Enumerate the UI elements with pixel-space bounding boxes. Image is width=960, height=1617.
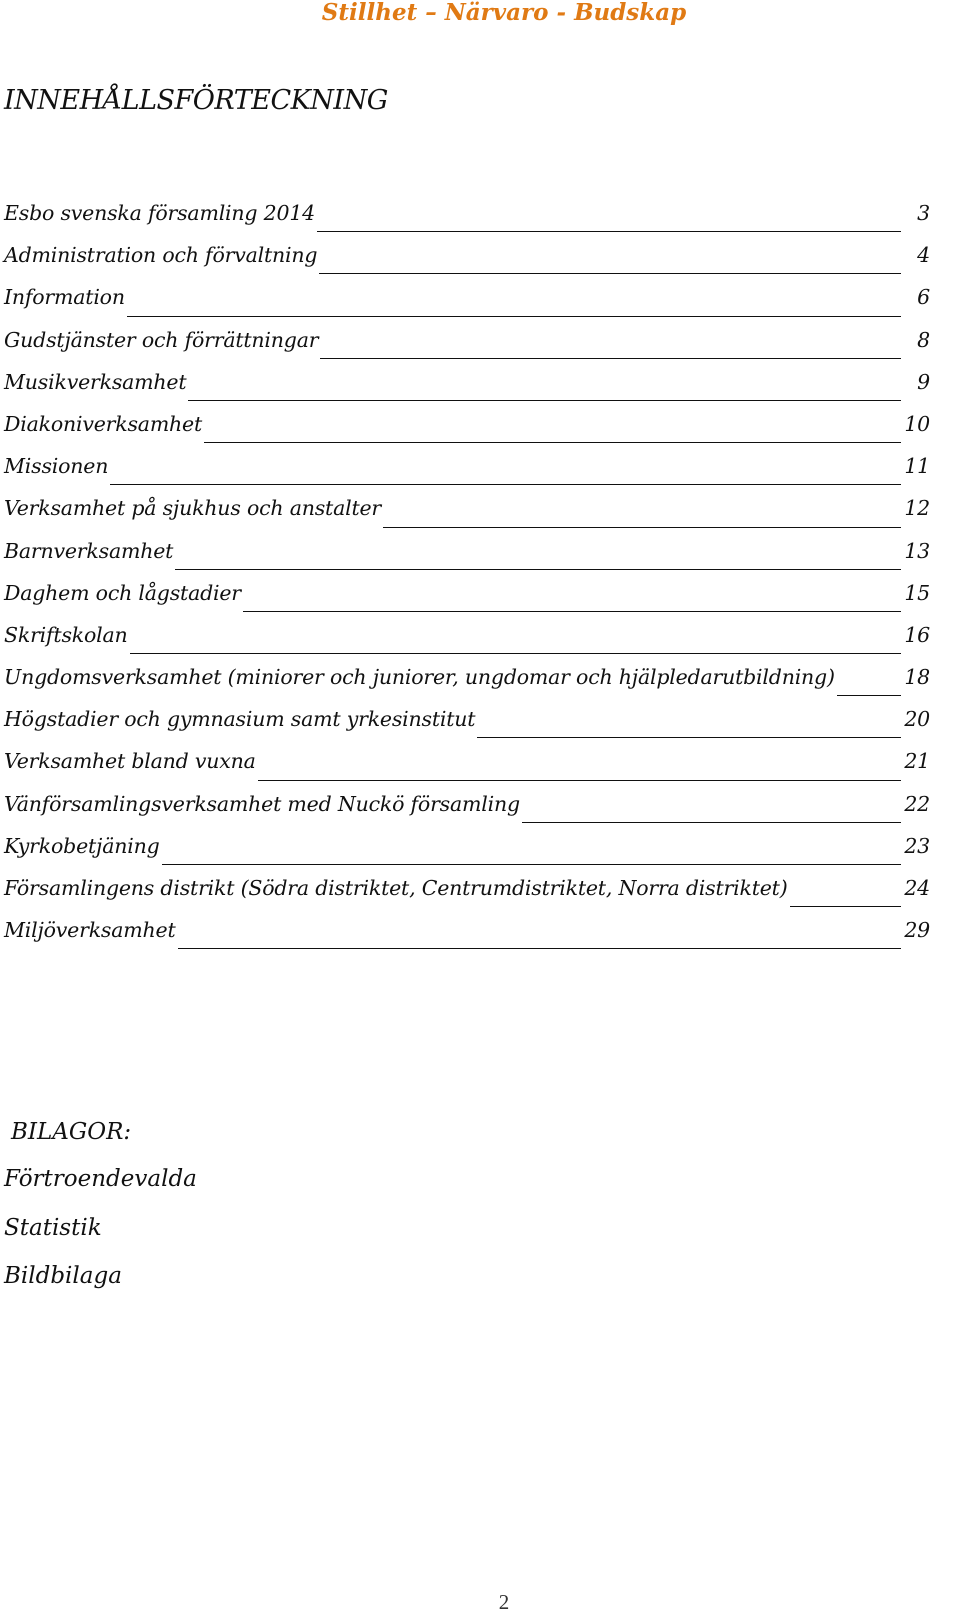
toc-leader-line (178, 947, 902, 949)
toc-entry[interactable] (4, 284, 960, 326)
toc-entry-label: Kyrkobetjäning (4, 833, 160, 858)
toc-entry-label: Information (4, 285, 125, 310)
appendix-item: Bildbilaga (4, 1263, 122, 1289)
toc-entry-page: 23 (904, 833, 930, 858)
toc-entry-label: Verksamhet bland vuxna (4, 749, 256, 774)
toc-entry-label: Barnverksamhet (4, 538, 174, 563)
toc-entry-label: Församlingens distrikt (Södra distriktet, Centrumdistriktet, Norra distriktet) (4, 876, 788, 900)
toc-entry-label: Ungdomsverksamhet (miniorer och juniorer, ungdomar och hjälpledarutbildning) (4, 665, 835, 690)
toc-entry[interactable] (4, 495, 960, 537)
appendix-heading: BILAGOR: (11, 1119, 132, 1145)
appendix-item: Statistik (4, 1214, 102, 1241)
toc-entry-label: Gudstjänster och förrättningar (4, 327, 319, 352)
appendix-item: Förtroendevalda (4, 1166, 197, 1192)
toc-entry[interactable] (4, 369, 960, 411)
toc-leader-line (790, 905, 902, 907)
toc-leader-line (188, 399, 901, 401)
page-number: 2 (498, 1590, 510, 1614)
toc-entry-page: 20 (904, 707, 930, 732)
toc-entry[interactable] (4, 833, 960, 875)
toc-entry-page: 21 (904, 749, 930, 774)
toc-entry[interactable] (4, 664, 960, 706)
appendix-list (4, 1164, 197, 1310)
toc-leader-line (477, 736, 901, 738)
toc-leader-line (319, 272, 901, 274)
toc-entry-label: Administration och förvaltning (4, 243, 318, 268)
toc-entry-page: 4 (917, 243, 930, 268)
toc-leader-line (127, 315, 901, 317)
toc-entry-label: Diakoniverksamhet (4, 411, 203, 436)
toc-entry-page: 18 (904, 665, 930, 690)
toc-entry[interactable] (4, 748, 960, 790)
toc-leader-line (162, 863, 901, 865)
toc-entry[interactable] (4, 200, 960, 242)
toc-entry-label: Högstadier och gymnasium samt yrkesinstitut (4, 707, 476, 732)
toc-entry[interactable] (4, 242, 960, 284)
toc-entry-label: Vänförsamlingsverksamhet med Nuckö församling (4, 791, 520, 816)
toc-entry-page: 24 (904, 876, 930, 900)
toc-entry-label: Verksamhet på sjukhus och anstalter (4, 496, 382, 521)
toc-entry-label: Daghem och lågstadier (4, 580, 241, 605)
toc-leader-line (175, 568, 901, 570)
toc-entry-page: 13 (904, 538, 930, 563)
toc-entry-page: 9 (917, 369, 930, 394)
toc-entry-page: 6 (917, 285, 930, 310)
running-header (0, 0, 960, 40)
toc-entry-label: Miljöverksamhet (4, 918, 176, 943)
page-title: INNEHÅLLSFÖRTECKNING (4, 85, 388, 116)
toc-entry-label: Musikverksamhet (4, 369, 187, 394)
toc-entry[interactable] (4, 622, 960, 664)
toc-entry-page: 22 (904, 791, 930, 816)
toc-leader-line (204, 441, 901, 443)
toc-entry[interactable] (4, 875, 960, 917)
toc-leader-line (258, 779, 901, 781)
toc-entry[interactable] (4, 791, 960, 833)
toc-entry-page: 29 (904, 918, 930, 943)
toc-entry-label: Skriftskolan (4, 622, 128, 647)
toc-leader-line (243, 610, 901, 612)
toc-entry-page: 12 (904, 496, 930, 521)
toc-leader-line (522, 821, 901, 823)
toc-entry[interactable] (4, 580, 960, 622)
toc-entry[interactable] (4, 453, 960, 495)
table-of-contents (4, 200, 960, 959)
toc-entry-page: 15 (904, 580, 930, 605)
toc-entry-label: Missionen (4, 454, 109, 479)
toc-leader-line (130, 652, 901, 654)
toc-entry[interactable] (4, 706, 960, 748)
toc-entry-label: Esbo svenska församling 2014 (4, 201, 316, 225)
toc-entry[interactable] (4, 411, 960, 453)
toc-entry-page: 8 (917, 327, 930, 352)
toc-entry[interactable] (4, 327, 960, 369)
running-header-text: Stillhet – Närvaro - Budskap (321, 0, 687, 26)
toc-leader-line (110, 483, 901, 485)
toc-entry-page: 16 (904, 622, 930, 647)
toc-entry[interactable] (4, 917, 960, 959)
toc-entry-page: 3 (917, 201, 930, 225)
toc-entry-page: 11 (904, 454, 930, 479)
toc-entry-page: 10 (904, 411, 930, 436)
toc-leader-line (317, 230, 901, 232)
toc-entry[interactable] (4, 538, 960, 580)
toc-leader-line (320, 357, 901, 359)
toc-leader-line (383, 526, 901, 528)
toc-leader-line (837, 694, 901, 696)
